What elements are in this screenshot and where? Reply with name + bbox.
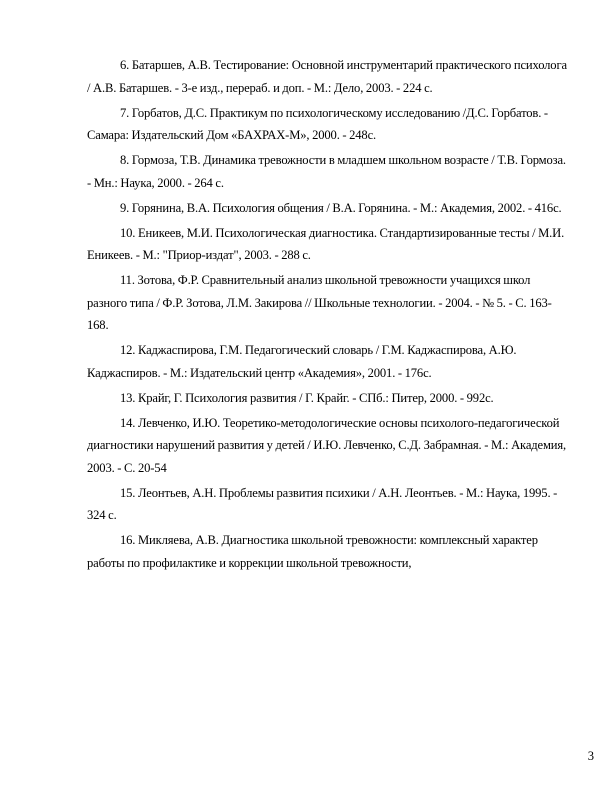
reference-item: 12. Каджаспирова, Г.М. Педагогический словарь / Г.М. Каджаспирова, А.Ю. Каджаспиров. - М.: Издательский центр «Академия», 2001. - 176с. [87,343,517,380]
reference-item: 11. Зотова, Ф.Р. Сравнительный анализ школьной тревожности учащихся школ разного типа / Ф.Р. Зотова, Л.М. Закирова // Школьные технологии. - 2004. - № 5. - С. 163-168. [87,273,552,332]
reference-item: 10. Еникеев, М.И. Психологическая диагностика. Стандартизированные тесты / М.И. Еникеев. - М.: "Приор-издат", 2003. - 288 с. [87,225,565,262]
page-number: 3 [587,749,594,763]
reference-item: 13. Крайг, Г. Психология развития / Г. Крайг. - СПб.: Питер, 2000. - 992с. [120,390,494,405]
reference-item: 8. Гормоза, Т.В. Динамика тревожности в младшем школьном возрасте / Т.В. Гормоза. - Мн.: Наука, 2000. - 264 с. [87,153,566,190]
reference-list [87,54,570,577]
reference-item: 6. Батаршев, А.В. Тестирование: Основной инструментарий практического психолога / А.В. Батаршев. - 3-е изд., перераб. и доп. - М.: Дело, 2003. - 224 с. [87,58,567,95]
reference-item: 9. Горянина, В.А. Психология общения / В.А. Горянина. - М.: Академия, 2002. - 416с. [120,200,562,215]
reference-item: 7. Горбатов, Д.С. Практикум по психологическому исследованию /Д.С. Горбатов. - Самара: Издательский Дом «БАХРАХ-М», 2000. - 248с. [87,105,548,142]
reference-item: 15. Леонтьев, А.Н. Проблемы развития психики / А.Н. Леонтьев. - М.: Наука, 1995. - 324 с. [87,485,558,522]
reference-item: 14. Левченко, И.Ю. Теоретико-методологические основы психолого-педагогической диагностики нарушений развития у детей / И.Ю. Левченко, С.Д. Забрамная. - М.: Академия, 2003. - С. 20-54 [87,415,567,475]
reference-item: 16. Микляева, А.В. Диагностика школьной тревожности: комплексный характер работы по профилактике и коррекции школьной тревожности, [87,533,538,570]
